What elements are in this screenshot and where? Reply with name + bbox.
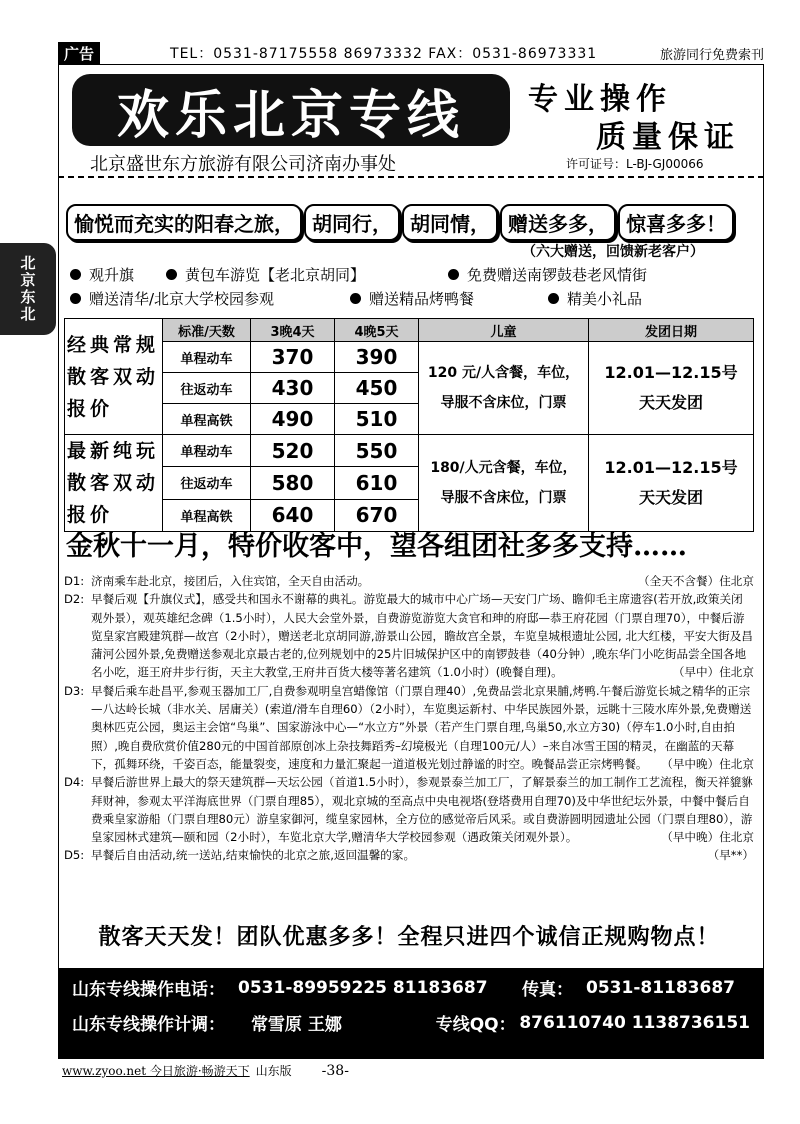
column-header: 4晚5天 — [335, 319, 419, 342]
feature-item: 赠送精品烤鸭餐 — [350, 288, 548, 309]
banner-phrase: 赠送多多， — [500, 204, 616, 241]
price-cell: 450 — [335, 373, 419, 404]
price-cell: 390 — [335, 342, 419, 373]
meal-info: （早**） — [707, 848, 754, 863]
banner-phrase: 胡同行， — [304, 204, 400, 241]
price-cell: 430 — [251, 373, 335, 404]
feature-row — [70, 286, 647, 310]
company-name: 北京盛世东方旅游有限公司济南办事处 — [90, 154, 396, 175]
child-price: 180/人元含餐，车位， 导服不含床位，门票 — [419, 435, 589, 532]
departure-date: 12.01—12.15号 天天发团 — [589, 435, 754, 532]
ad-tag: 广告 — [58, 42, 100, 65]
page-title: 欢乐北京专线 — [72, 74, 510, 146]
price-cell: 370 — [251, 342, 335, 373]
day-label: D2: — [64, 592, 85, 607]
day-label: D5: — [64, 848, 85, 863]
meal-info: （早中晚）住北京 — [661, 756, 754, 771]
column-header: 标准/天数 — [163, 319, 251, 342]
day-description: 早餐后游世界上最大的祭天建筑群—天坛公园（首道1.5小时），参观景泰兰加工厂，了解景泰兰的加工制作工艺流程，衡天祥貔貅拜财神，参观太平洋海底世界（门票自理85），观北京城的至高点中央电视塔(登塔费用自理70)及中华世纪坛外景，中餐中餐后自费乘皇家游船（门票自理80元）游皇家御河，缆皇家园林，全方位的感觉帝后风采。或自费游圆明园遗址公园（门票自理80），游皇家园林式建筑—颐和园（2小时），车览北京大学,赠清华大学校园参观（遇政策关闭观外景）。 — [91, 775, 753, 845]
table-row — [65, 435, 754, 467]
price-cell: 510 — [335, 404, 419, 435]
contact-row — [72, 1007, 750, 1038]
feature-row — [70, 262, 647, 286]
contact-fax: 0531-81183687 — [586, 977, 735, 998]
slogan-quality: 质量保证 — [596, 120, 740, 155]
price-cell: 520 — [251, 435, 335, 467]
table-row — [65, 342, 754, 373]
page-number: -38- — [321, 1062, 349, 1079]
contact-label: 山东专线操作计调： — [72, 1015, 225, 1035]
top-bar — [58, 42, 764, 64]
price-cell: 610 — [335, 467, 419, 499]
day-description: 早餐后观【升旗仪式】，感受共和国永不谢幕的典礼。游览最大的城市中心广场—天安门广场、瞻仰毛主席遗容(若开放,政策关闭观外景），观英雄纪念碑（1.5小时），人民大会堂外景，自费游览游览大贪官和珅的府邸—恭王府花园（门票自理70），中餐后游览皇家宫殿建筑群—故宫（2小时），赠送老北京胡同游,游景山公园，瞻故宫全景，车览皇城根遗址公园, 北大红楼，平安大街及昌蒲河公园外景,免费赠送参观北京最古老的,位列规划中的25片旧城保护区中的南锣鼓巷（40分钟）,晚东华门小吃街品尝全国各地名小吃，逛王府井步行街，天主大教堂,王府井百货大楼等著名建筑（1.0小时）(晚餐自理)。 — [91, 592, 753, 680]
contact-coordinator: 常雪原 王娜 — [250, 1015, 342, 1035]
contact-label: 山东专线操作电话： — [72, 980, 225, 1000]
transport-type: 单程高铁 — [163, 404, 251, 435]
day-label: D1: — [64, 574, 85, 588]
contact-label: 专线QQ： — [435, 1015, 516, 1035]
banner-phrase: 惊喜多多！ — [618, 204, 734, 241]
price-cell: 670 — [335, 499, 419, 531]
transport-type: 往返动车 — [163, 373, 251, 404]
day-label: D4: — [64, 775, 85, 790]
price-cell: 550 — [335, 435, 419, 467]
license-number: 许可证号：L-BJ-GJ00066 — [566, 157, 704, 171]
column-header: 3晚4天 — [251, 319, 335, 342]
gift-note: （六大赠送，回馈新老客户） — [522, 244, 704, 260]
transport-type: 单程高铁 — [163, 499, 251, 531]
itinerary-day — [64, 846, 754, 864]
meal-info: （早中晚）住北京 — [661, 830, 754, 845]
bullet-icon — [70, 269, 81, 280]
day-label: D3: — [64, 683, 85, 698]
itinerary-day — [64, 590, 754, 681]
meal-info: （早中）住北京 — [672, 665, 754, 680]
side-tab: 北京东北 — [0, 243, 56, 335]
day-description: 济南乘车赴北京，接团后，入住宾馆，全天自由活动。 — [91, 574, 370, 588]
price-table — [64, 318, 754, 532]
price-cell: 580 — [251, 467, 335, 499]
bullet-icon — [548, 293, 559, 304]
contact-qq: 876110740 1138736151 — [519, 1012, 750, 1033]
itinerary-day — [64, 773, 754, 846]
column-header: 发团日期 — [589, 319, 754, 342]
bullet-icon — [350, 293, 361, 304]
bullet-icon — [166, 269, 177, 280]
bullet-icon — [448, 269, 459, 280]
bottom-slogan: 散客天天发！团队优惠多多！全程只进四个诚信正规购物点！ — [98, 924, 720, 950]
promo-banner — [66, 204, 760, 240]
banner-phrase: 胡同情， — [402, 204, 498, 241]
price-cell: 490 — [251, 404, 335, 435]
meal-info: （全天不含餐）住北京 — [638, 574, 754, 588]
contact-label: 传真： — [522, 980, 573, 1000]
column-header: 儿童 — [419, 319, 589, 342]
footer-edition: 山东版 — [255, 1064, 292, 1078]
slogan-professional: 专业操作 — [528, 82, 672, 117]
day-description: 早餐后乘车赴昌平,参观玉器加工厂,自费参观明皇宫蜡像馆（门票自理40）,免费品尝北京果脯,烤鸭.午餐后游览长城之精华的正宗—八达岭长城（非水关、居庸关）(索道/滑车自理60）（2小时），车览奥运新村、中华民族园外景，远眺十三陵水库外景,免费赠送奥林匹克公园，奥运主会馆“鸟巢”、国家游泳中心—“水立方”外景（若产生门票自理,鸟巢50,水立方30)（停车1.0小时,自由拍照）,晚自费欣赏价值280元的中国首部原创冰上杂技舞蹈秀–幻境极光（自理100元/人）–来自冰雪王国的精灵，在幽蓝的天幕下，孤舞环绕，千姿百态，能量裂变，速度和力量汇聚起一道道极光划过静谧的时空。晚餐品尝正宗烤鸭餐。 — [91, 683, 752, 771]
page-footer — [62, 1062, 349, 1079]
itinerary — [64, 572, 754, 865]
feature-item: 免费赠送南锣鼓巷老风情街 — [448, 264, 647, 285]
bullet-icon — [70, 293, 81, 304]
promo-headline: 金秋十一月，特价收客中，望各组团社多多支持…… — [66, 531, 687, 562]
free-notice: 旅游同行免费索刊 — [659, 47, 764, 63]
footer-url[interactable]: www.zyoo.net 今日旅游·畅游天下 — [62, 1064, 250, 1078]
child-price: 120 元/人含餐，车位， 导服不含床位，门票 — [419, 342, 589, 435]
departure-date: 12.01—12.15号 天天发团 — [589, 342, 754, 435]
day-description: 早餐后自由活动,统一送站,结束愉快的北京之旅,返回温馨的家。 — [91, 848, 416, 863]
divider — [58, 176, 764, 178]
itinerary-day — [64, 572, 754, 590]
contact-panel — [58, 968, 764, 1058]
group-name: 经典常规散客双动报价 — [65, 319, 163, 435]
contact-numbers: TEL：0531-87175558 86973332 FAX：0531-86973331 — [170, 46, 598, 62]
feature-item: 黄包车游览【老北京胡同】 — [166, 264, 448, 285]
contact-row — [72, 972, 750, 1003]
itinerary-day — [64, 682, 754, 773]
table-header-row — [65, 319, 754, 342]
transport-type: 单程动车 — [163, 435, 251, 467]
feature-item: 精美小礼品 — [548, 288, 642, 309]
banner-phrase: 愉悦而充实的阳春之旅， — [66, 204, 302, 241]
contact-phone: 0531-89959225 81183687 — [238, 977, 488, 998]
price-cell: 640 — [251, 499, 335, 531]
transport-type: 单程动车 — [163, 342, 251, 373]
feature-item: 赠送清华/北京大学校园参观 — [70, 288, 350, 309]
feature-list — [70, 262, 647, 310]
transport-type: 往返动车 — [163, 467, 251, 499]
feature-item: 观升旗 — [70, 264, 166, 285]
group-name: 最新纯玩散客双动报价 — [65, 435, 163, 532]
